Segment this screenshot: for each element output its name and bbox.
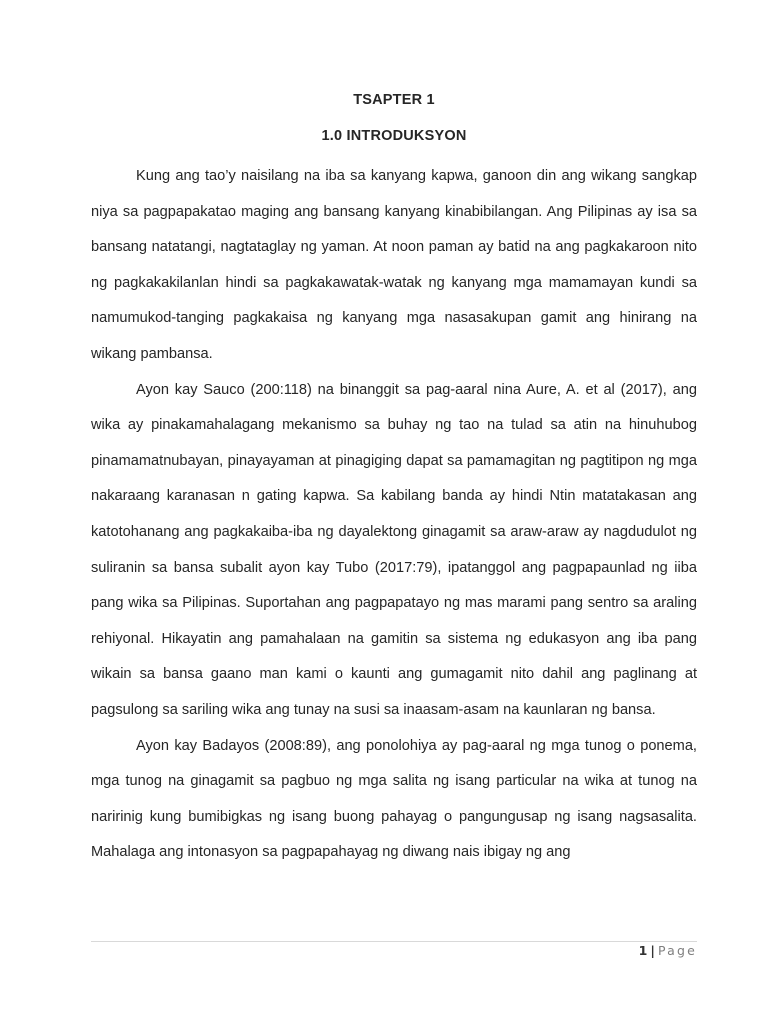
body-text (91, 159, 697, 871)
section-title: 1.0 INTRODUKSYON (321, 128, 467, 144)
page-footer (639, 943, 697, 958)
footer-separator: | (650, 943, 655, 958)
paragraph: Ayon kay Sauco (200:118) na binanggit sa pag-aaral nina Aure, A. et al (2017), ang wika ay pinakamahalagang mekanismo sa buhay ng tao na tulad sa atin na hinuhubog pinamamatnubayan, pinayayaman at pinagiging dapat sa pamamagitan ng pagtitipon ng mga nakaraang karanasan n gating kapwa. Sa kabilang banda ay hindi Ntin matatakasan ang katotohanang ang pagkakaiba-iba ng dayalektong ginagamit sa araw-araw ay nagdudulot ng suliranin sa bansa subalit ayon kay Tubo (2017:79), ipatanggol ang pagpapaunlad ng iiba pang wika sa Pilipinas. Suportahan ang pagpapatayo ng mas marami pang sentro sa araling rehiyonal. Hikayatin ang pamahalaan na gamitin sa sistema ng edukasyon ang iba pang wikain sa bansa gaano man kami o kaunti ang gumagamit nito dahil ang paglinang at pagsulong sa sariling wika ang tunay na susi sa inaasam-asam na kaunlaran ng bansa. (91, 381, 697, 718)
page-number: 1 (638, 943, 648, 958)
paragraph: Kung ang tao’y naisilang na iba sa kanyang kapwa, ganoon din ang wikang sangkap niya sa pagpapakatao maging ang bansang kanyang kinabibilangan. Ang Pilipinas ay isa sa bansang natatangi, nagtataglay ng yaman. At noon paman ay batid na ang pagkakaroon nito ng pagkakakilanlan hindi sa pagkakawatak-watak ng kanyang mga mamamayan kundi sa namumukod-tanging pagkakaisa ng kanyang mga nasasakupan gamit ang hinirang na wikang pambansa. (91, 168, 697, 362)
page-label: Page (657, 943, 697, 958)
paragraph: Ayon kay Badayos (2008:89), ang ponolohiya ay pag-aaral ng mga tunog o ponema, mga tunog na ginagamit sa pagbuo ng mga salita ng isang particular na wika at tunog na naririnig kung bumibigkas ng isang buong pahayag o pangungusap ng isang nagsasalita. Mahalaga ang intonasyon sa pagpapahayag ng diwang nais ibigay ng ang (91, 737, 697, 861)
footer-divider (91, 941, 697, 942)
chapter-title: TSAPTER 1 (353, 92, 435, 108)
